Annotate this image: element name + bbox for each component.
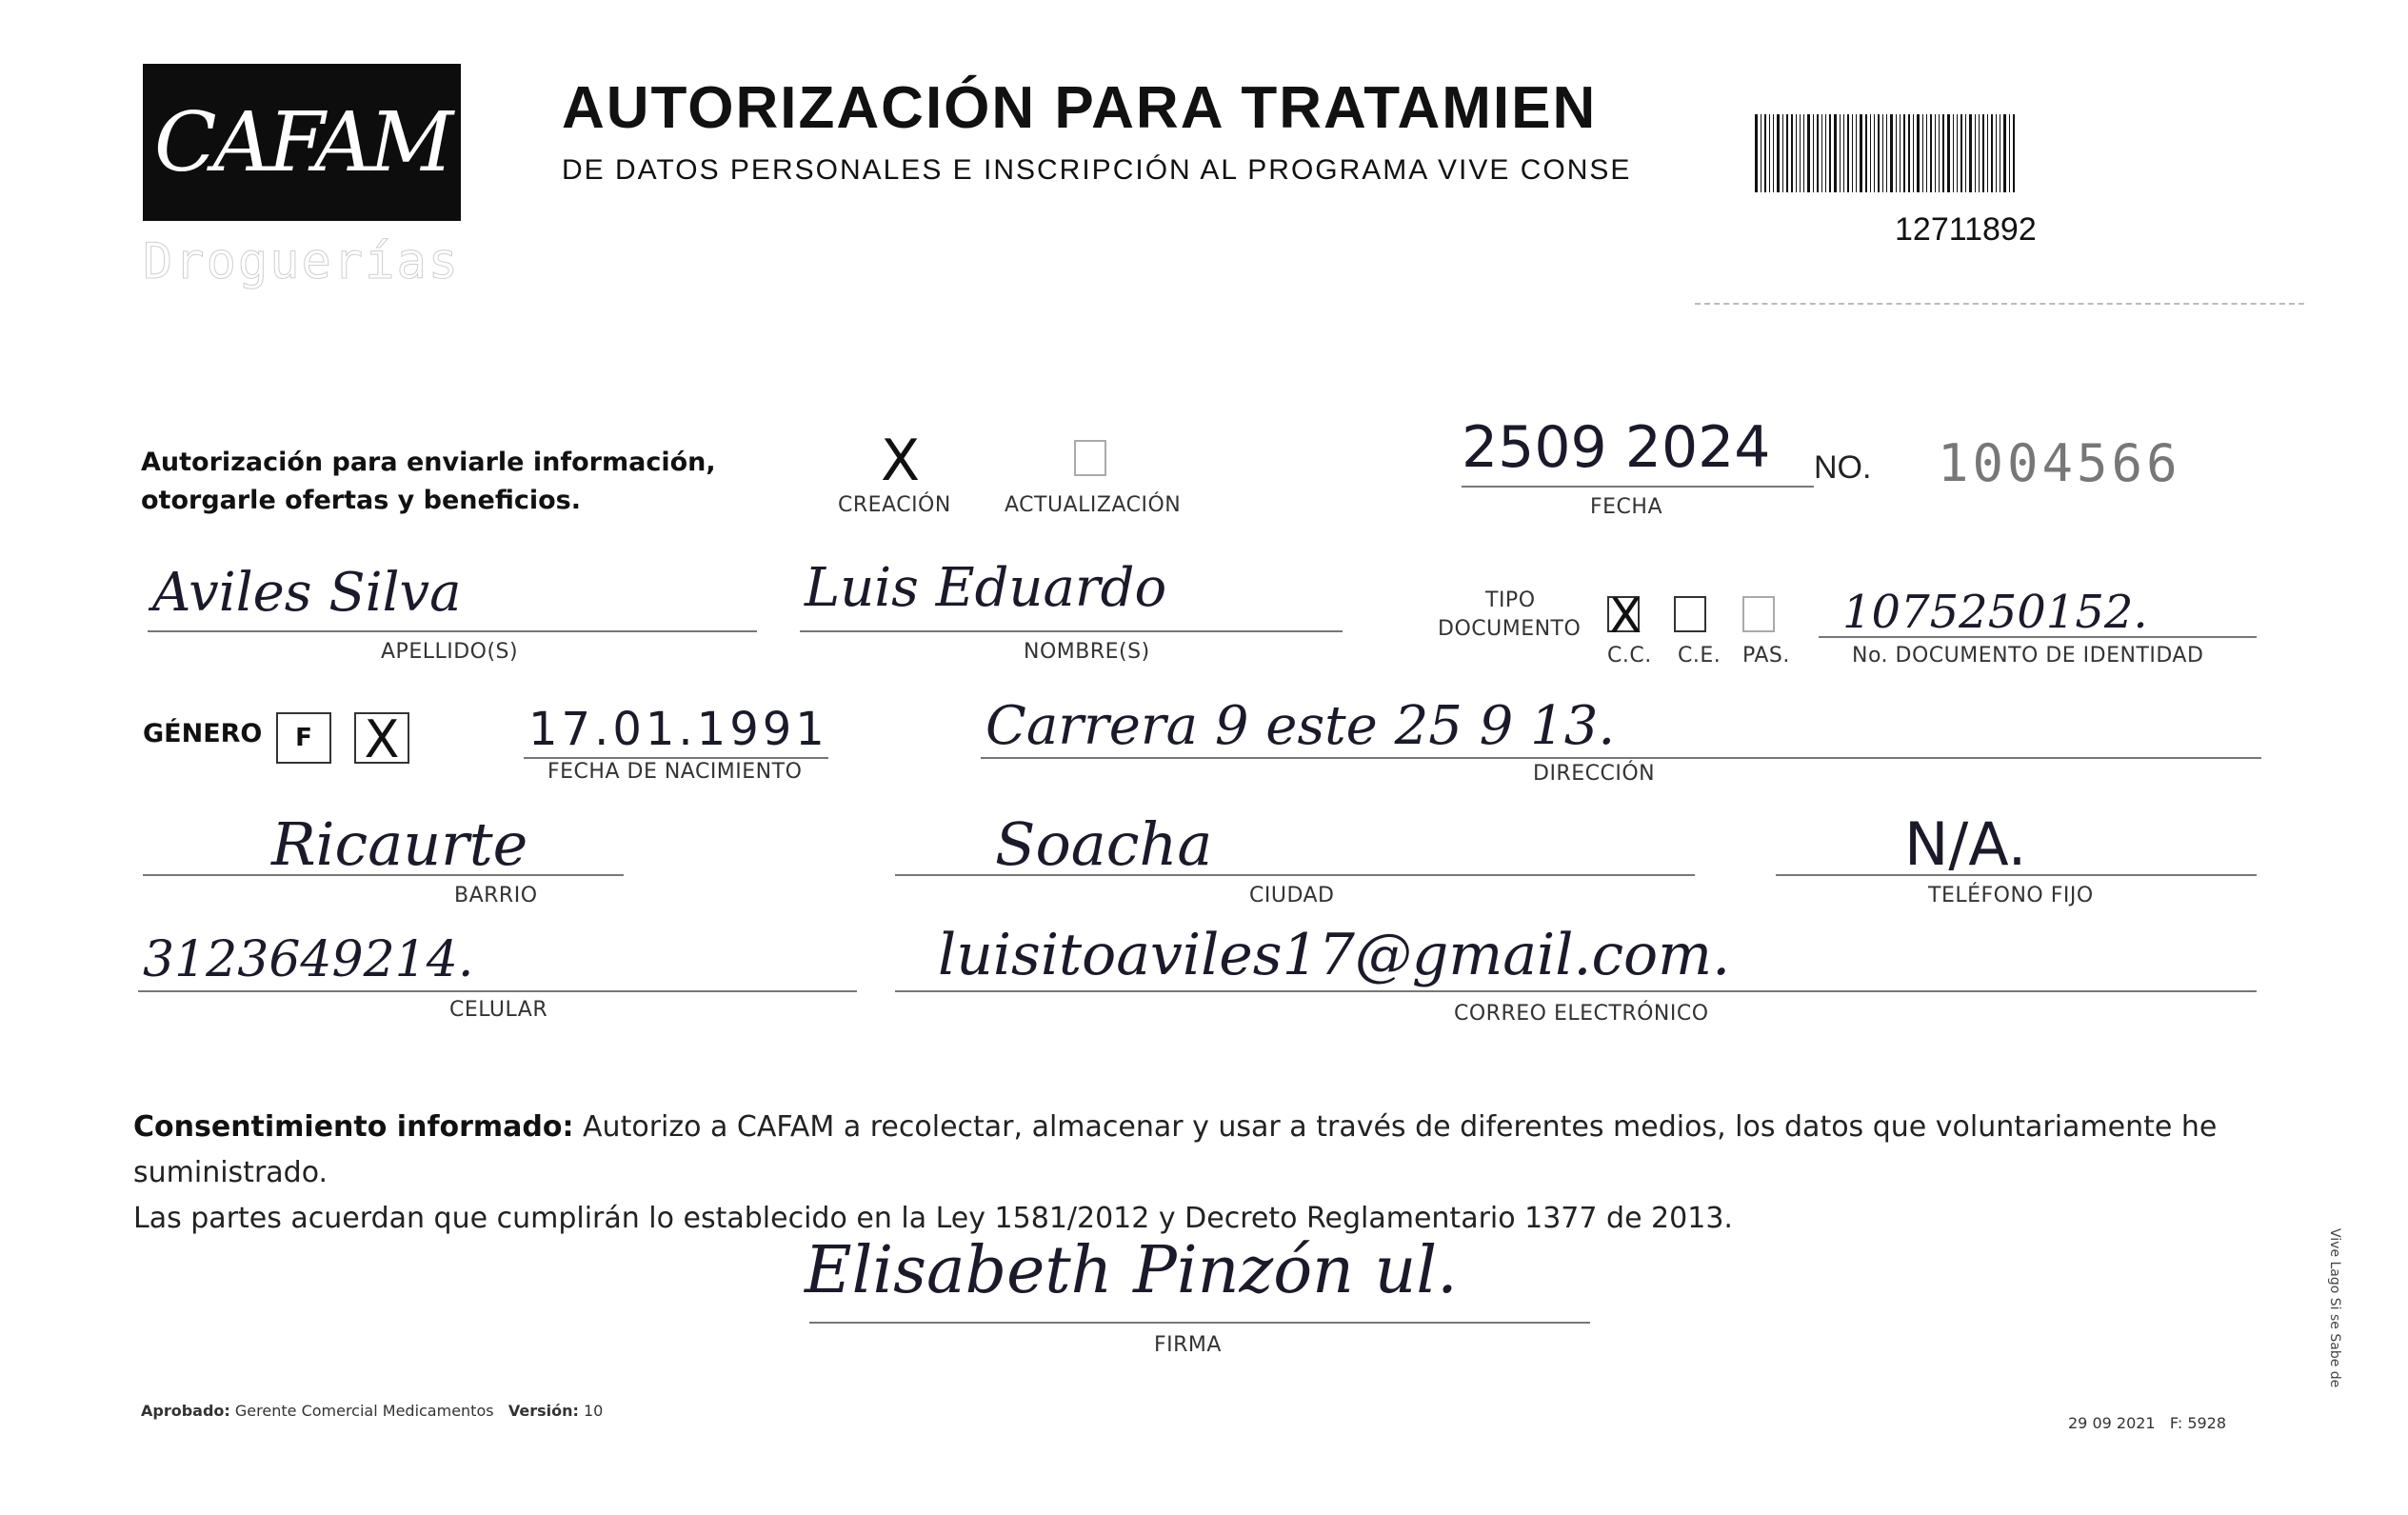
creation-label: CREACIÓN xyxy=(838,493,951,517)
barcode-bar xyxy=(1882,114,1883,192)
landline-value[interactable]: N/A. xyxy=(1904,809,2027,879)
cellphone-value[interactable]: 3123649214. xyxy=(143,931,474,988)
barcode-bar xyxy=(1957,114,1958,192)
signature-value[interactable]: Elisabeth Pinzón ul. xyxy=(805,1233,1458,1308)
cc-checkbox[interactable] xyxy=(1607,588,1642,644)
signature-line xyxy=(809,1322,1590,1324)
barcode-bar xyxy=(1886,114,1887,192)
barcode-bar xyxy=(1996,114,1997,192)
doc-type-label-2: DOCUMENTO xyxy=(1438,617,1582,641)
form-code: F: 5928 xyxy=(2169,1414,2227,1432)
barrio-line xyxy=(143,874,624,876)
barcode-bar xyxy=(1782,114,1783,192)
barcode-bar xyxy=(1773,114,1774,192)
barcode-bar xyxy=(1825,114,1826,192)
barcode-bar xyxy=(1953,114,1954,192)
barcode-bar xyxy=(1817,114,1819,192)
barcode-bar xyxy=(1991,114,1993,192)
divider xyxy=(1695,303,2304,305)
barcode-bar xyxy=(1769,114,1770,192)
barcode-bar xyxy=(2013,114,2015,192)
barcode-bar xyxy=(1900,114,1901,192)
female-label: F xyxy=(295,724,312,752)
consent-paragraph xyxy=(133,1105,2266,1242)
consent-text-1: Autorizo a CAFAM a recolectar, almacenar y usar a través de diferentes medios, los datos que voluntariamente he suministrado. xyxy=(133,1110,2218,1189)
barcode-bar xyxy=(1755,114,1758,192)
barcode-bar xyxy=(1874,114,1875,192)
barcode-bar xyxy=(1947,114,1950,192)
signature-label: FIRMA xyxy=(1154,1333,1222,1357)
surname-line xyxy=(148,630,757,632)
barcode-bar xyxy=(1843,114,1844,192)
creation-checkbox[interactable] xyxy=(881,428,921,494)
barcode-bar xyxy=(1913,114,1914,192)
barcode-bar xyxy=(1926,114,1927,192)
city-line xyxy=(895,874,1695,876)
update-checkbox[interactable] xyxy=(1074,440,1106,476)
form-number: 1004566 xyxy=(1938,433,2181,493)
barcode-bar xyxy=(1908,114,1910,192)
page-subtitle: DE DATOS PERSONALES E INSCRIPCIÓN AL PROGRAMA VIVE CONSE xyxy=(562,154,1632,186)
firstname-line xyxy=(800,630,1343,632)
approved-label: Aprobado: xyxy=(141,1402,230,1420)
male-x-mark: X xyxy=(364,709,400,769)
date-value[interactable]: 2509 2024 xyxy=(1462,414,1771,481)
barcode-bar xyxy=(1987,114,1988,192)
female-checkbox[interactable] xyxy=(276,712,331,764)
barcode-bar xyxy=(1791,114,1793,192)
footer-approved xyxy=(141,1402,603,1420)
consent-heading: Consentimiento informado: xyxy=(133,1110,574,1144)
barcode-bar xyxy=(1847,114,1849,192)
barcode-bar xyxy=(1896,114,1897,192)
cc-x-mark: X xyxy=(1609,588,1642,644)
email-value[interactable]: luisitoaviles17@gmail.com. xyxy=(938,922,1731,988)
barcode-bar xyxy=(1890,114,1893,192)
barcode-bar xyxy=(1917,114,1920,192)
barcode-bar xyxy=(1860,114,1862,192)
cafam-logo xyxy=(143,64,461,221)
barcode-bar xyxy=(1975,114,1976,192)
birth-date-value[interactable]: 17.01.1991 xyxy=(528,703,828,756)
address-line xyxy=(981,757,2261,759)
birth-date-line xyxy=(524,757,828,759)
barcode-bar xyxy=(1777,114,1780,192)
approved-value: Gerente Comercial Medicamentos xyxy=(234,1402,494,1420)
barcode-bar xyxy=(1800,114,1801,192)
barcode-bar xyxy=(1935,114,1936,192)
surname-label: APELLIDO(S) xyxy=(381,640,519,664)
barcode-number: 12711892 xyxy=(1895,211,2037,248)
barcode-bar xyxy=(1803,114,1804,192)
id-number-line xyxy=(1819,636,2257,638)
barrio-label: BARRIO xyxy=(454,884,538,907)
barcode-bar xyxy=(1930,114,1932,192)
barcode-bar xyxy=(2003,114,2006,192)
city-value[interactable]: Soacha xyxy=(995,809,1213,879)
barcode-bar xyxy=(1969,114,1972,192)
footer-codes xyxy=(2068,1414,2226,1432)
barrio-value[interactable]: Ricaurte xyxy=(271,809,528,879)
barcode-bar xyxy=(1903,114,1905,192)
barcode-bar xyxy=(1942,114,1944,192)
barcode-bar xyxy=(1840,114,1841,192)
version-value: 10 xyxy=(583,1402,604,1420)
vertical-side-text: Vive Lago Si se Sabe de xyxy=(2327,1228,2342,1388)
barcode-bar xyxy=(1786,114,1788,192)
logo-subtitle: Droguerías xyxy=(143,233,461,290)
barcode-bar xyxy=(1979,114,1980,192)
gender-label: GÉNERO xyxy=(143,719,263,748)
number-label: NO. xyxy=(1814,449,1872,486)
barcode-bar xyxy=(1856,114,1857,192)
version-label: Versión: xyxy=(507,1402,579,1420)
authorization-label-line2: otorgarle ofertas y beneficios. xyxy=(141,486,581,515)
male-checkbox[interactable] xyxy=(354,709,409,769)
surname-value[interactable]: Aviles Silva xyxy=(152,562,462,624)
authorization-label-line1: Autorización para enviarle información, xyxy=(141,448,716,477)
passport-label: PAS. xyxy=(1742,644,1790,668)
date-line xyxy=(1462,486,1814,488)
landline-line xyxy=(1776,874,2257,876)
barcode-bar xyxy=(1922,114,1923,192)
update-label: ACTUALIZACIÓN xyxy=(1005,493,1182,517)
id-number-value[interactable]: 1075250152. xyxy=(1842,586,2148,639)
barcode-bar xyxy=(1796,114,1797,192)
creation-x-mark: X xyxy=(881,428,921,494)
barcode-bar xyxy=(1807,114,1810,192)
barcode-bar xyxy=(1965,114,1966,192)
barcode-bar xyxy=(1813,114,1814,192)
id-number-label: No. DOCUMENTO DE IDENTIDAD xyxy=(1852,644,2204,668)
firstname-label: NOMBRE(S) xyxy=(1024,640,1150,664)
logo-text: CAFAM xyxy=(153,94,450,190)
date-code: 29 09 2021 xyxy=(2068,1414,2156,1432)
barcode-bar xyxy=(1878,114,1880,192)
ce-checkbox[interactable] xyxy=(1674,596,1706,632)
barcode-bar xyxy=(1960,114,1962,192)
cc-label: C.C. xyxy=(1607,644,1652,668)
barcode-bar xyxy=(1764,114,1766,192)
doc-type-label-1: TIPO xyxy=(1485,588,1536,612)
page-title: AUTORIZACIÓN PARA TRATAMIEN xyxy=(562,75,1598,141)
cellphone-label: CELULAR xyxy=(449,998,548,1022)
firstname-value[interactable]: Luis Eduardo xyxy=(805,557,1167,619)
cellphone-line xyxy=(138,990,857,992)
address-value[interactable]: Carrera 9 este 25 9 13. xyxy=(985,695,1616,757)
consent-text-2: Las partes acuerdan que cumplirán lo establecido en la Ley 1581/2012 y Decreto Reglamentario 1377 de 2013. xyxy=(133,1202,1733,1235)
barcode-bar xyxy=(1821,114,1822,192)
email-line xyxy=(895,990,2257,992)
passport-checkbox[interactable] xyxy=(1742,596,1775,632)
barcode-bar xyxy=(1870,114,1871,192)
barcode-bar xyxy=(2009,114,2010,192)
barcode-bar xyxy=(1982,114,1984,192)
date-label: FECHA xyxy=(1590,495,1663,519)
birth-date-label: FECHA DE NACIMIENTO xyxy=(547,760,803,784)
email-label: CORREO ELECTRÓNICO xyxy=(1454,1002,1709,1026)
address-label: DIRECCIÓN xyxy=(1533,762,1656,786)
barcode-bar xyxy=(1834,114,1837,192)
barcode-bar xyxy=(1829,114,1831,192)
city-label: CIUDAD xyxy=(1249,884,1335,907)
barcode-bar xyxy=(1865,114,1867,192)
barcode-bar xyxy=(1939,114,1940,192)
landline-label: TELÉFONO FIJO xyxy=(1928,884,2094,907)
barcode-bar xyxy=(1852,114,1853,192)
ce-label: C.E. xyxy=(1678,644,1721,668)
barcode-graphic xyxy=(1755,114,2140,192)
